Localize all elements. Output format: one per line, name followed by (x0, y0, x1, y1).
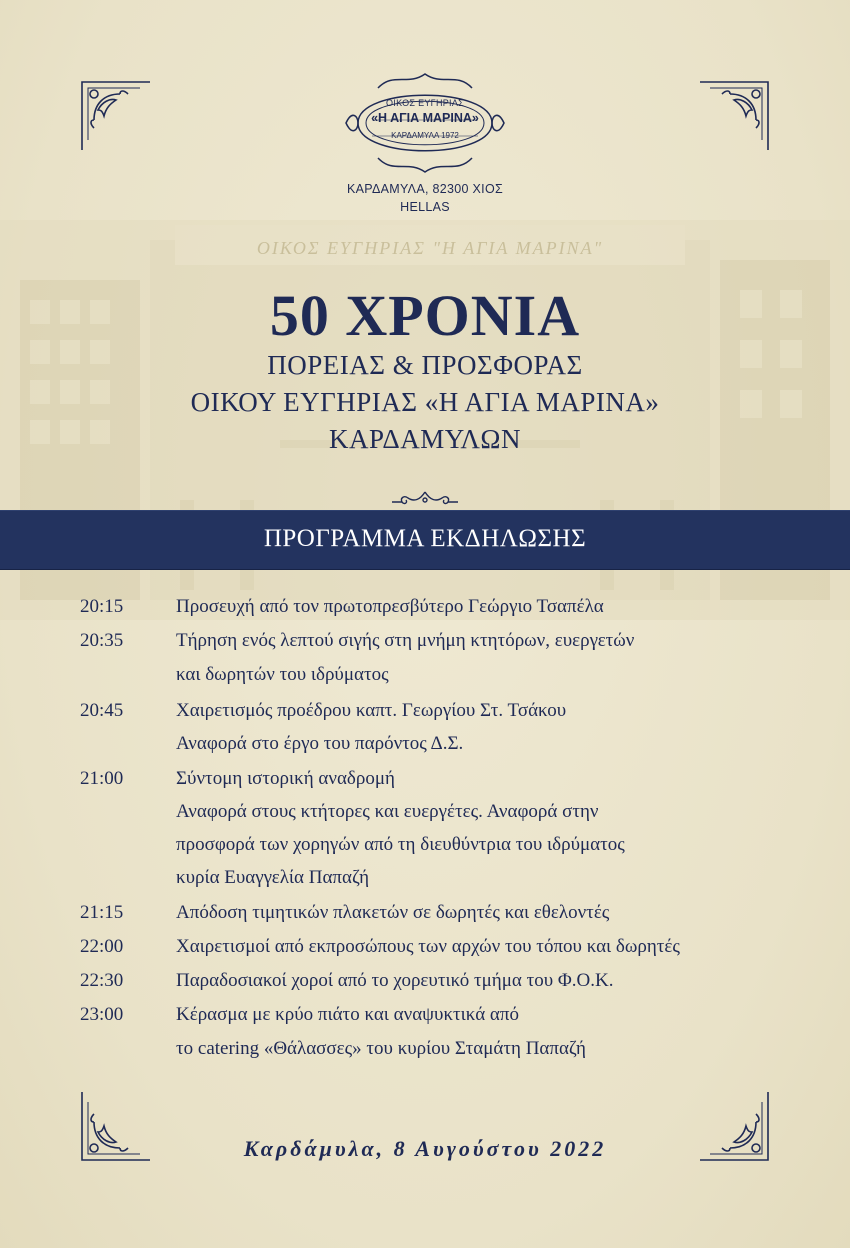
program-text: Αναφορά στο έργο του παρόντος Δ.Σ. (176, 733, 464, 754)
program-text: Αναφορά στους κτήτορες και ευεργέτες. Αναφορά στην (176, 801, 599, 822)
program-time: 23:00 (80, 1004, 124, 1025)
program-banner-title: ΠΡΟΓΡΑΜΜΑ ΕΚΔΗΛΩΣΗΣ (263, 525, 587, 552)
program-text: και δωρητών του ιδρύματος (176, 664, 389, 685)
address-line1: ΚΑΡΔΑΜΥΛΑ, 82300 ΧΙΟΣ (346, 182, 504, 196)
flourish-ornament-icon (390, 488, 460, 508)
corner-ornament-icon (80, 80, 152, 152)
program-banner (0, 510, 850, 570)
program-time: 21:00 (80, 768, 124, 789)
program-text: Χαιρετισμοί από εκπροσώπους των αρχών του τόπου και δωρητές (176, 936, 680, 957)
page-title: 50 ΧΡΟΝΙΑ (269, 283, 581, 348)
program-text: Χαιρετισμός προέδρου καπτ. Γεωργίου Στ. Τσάκου (176, 700, 567, 721)
program-text: το catering «Θάλασσες» του κυρίου Σταμάτη Παπαζή (176, 1038, 586, 1059)
program-text: Σύντομη ιστορική αναδρομή (176, 768, 395, 789)
program-time: 20:35 (80, 630, 124, 651)
corner-ornament-icon (698, 80, 770, 152)
logo (338, 68, 512, 178)
subtitle-line2: ΟΙΚΟΥ ΕΥΓΗΡΙΑΣ «Η ΑΓΙΑ ΜΑΡΙΝΑ» (190, 387, 660, 417)
program-time: 22:00 (80, 936, 124, 957)
program-text: Προσευχή από τον πρωτοπρεσβύτερο Γεώργιο Τσαπέλα (176, 596, 604, 617)
program-time: 21:15 (80, 902, 124, 923)
logo-name: «Η ΑΓΙΑ ΜΑΡΙΝΑ» (371, 111, 479, 125)
program-text: προσφορά των χορηγών από τη διευθύντρια του ιδρύματος (176, 834, 625, 855)
program-text: Παραδοσιακοί χοροί από το χορευτικό τμήμα του Φ.Ο.Κ. (176, 970, 614, 991)
address (0, 180, 850, 216)
subtitle-line3: ΚΑΡΔΑΜΥΛΩΝ (329, 424, 521, 454)
program-time: 20:45 (80, 700, 124, 721)
subtitle-line1: ΠΟΡΕΙΑΣ & ΠΡΟΣΦΟΡΑΣ (267, 350, 583, 380)
program-text: Κέρασμα με κρύο πιάτο και αναψυκτικά από (176, 1004, 519, 1025)
program-time: 20:15 (80, 596, 124, 617)
logo-sub-text: ΚΑΡΔΑΜΥΛΑ 1972 (391, 131, 459, 140)
program-text: κυρία Ευαγγελία Παπαζή (176, 867, 370, 888)
background-sign-text: ΟΙΚΟΣ ΕΥΓΗΡΙΑΣ "Η ΑΓΙΑ ΜΑΡΙΝΑ" (256, 238, 604, 258)
program-text: Απόδοση τιμητικών πλακετών σε δωρητές και εθελοντές (176, 902, 610, 923)
program-text: Τήρηση ενός λεπτού σιγής στη μνήμη κτητόρων, ευεργετών (176, 630, 635, 651)
logo-small-text: ΟΙΚΟΣ ΕΥΓΗΡΙΑΣ (385, 98, 465, 108)
address-line2: HELLAS (400, 200, 450, 214)
footer-date: Καρδάμυλα, 8 Αυγούστου 2022 (243, 1136, 607, 1161)
program-time: 22:30 (80, 970, 124, 991)
